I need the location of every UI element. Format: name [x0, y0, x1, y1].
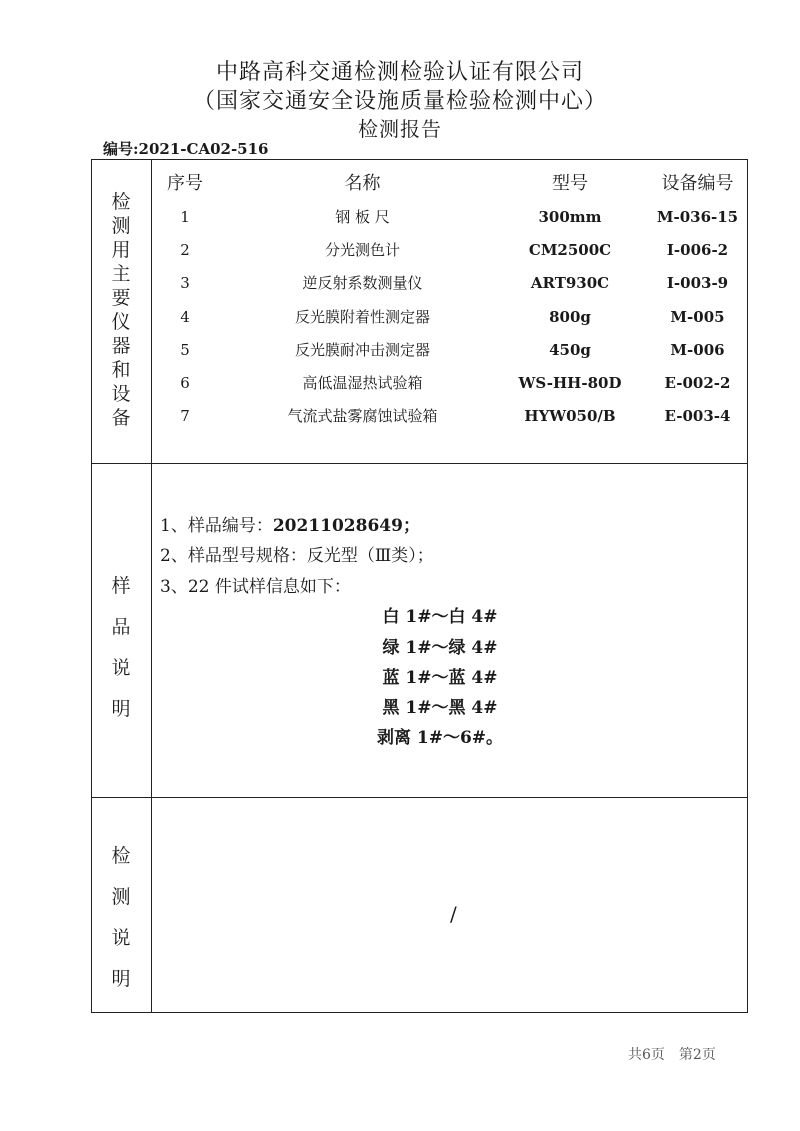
row-name: 气流式盐雾腐蚀试验箱	[287, 407, 438, 425]
row-name: 反光膜耐冲击测定器	[294, 341, 430, 359]
section-divider-2	[91, 797, 748, 798]
sample-info-line	[160, 572, 351, 597]
test-description-content: /	[450, 902, 457, 926]
row-name: 钢 板 尺	[335, 208, 390, 226]
report-title: 检测报告	[358, 117, 442, 141]
label-char: 说	[111, 657, 131, 679]
col-header-name: 名称	[344, 173, 381, 194]
current-page: 第2页	[678, 1047, 716, 1063]
row-device-id: E-002-2	[664, 374, 731, 392]
row-seq: 6	[180, 374, 190, 392]
report-number: 编号:2021-CA02-516	[103, 140, 269, 158]
row-device-id: I-003-9	[666, 274, 729, 292]
sample-item: 黑 1#～黑 4#	[382, 698, 498, 718]
sample-item: 白 1#～白 4#	[382, 607, 498, 627]
label-char: 用	[111, 239, 131, 261]
row-device-id: M-005	[670, 308, 725, 326]
row-device-id: M-006	[670, 341, 725, 359]
label-char: 主	[111, 263, 131, 285]
row-seq: 4	[180, 308, 190, 326]
col-header-model: 型号	[552, 173, 588, 194]
row-model: CM2500C	[528, 241, 612, 259]
sample-number-label: 1、样品编号：	[160, 516, 273, 536]
label-char: 检	[111, 845, 131, 867]
row-seq: 7	[180, 407, 190, 425]
equipment-section-label	[91, 190, 151, 430]
sample-item: 绿 1#～绿 4#	[382, 638, 498, 658]
sample-spec-label: 2、样品型号规格：	[160, 546, 307, 566]
sample-item: 剥离 1#～6#。	[376, 728, 504, 748]
row-name: 逆反射系数测量仪	[302, 274, 423, 292]
row-device-id: M-036-15	[656, 208, 739, 226]
label-char: 备	[111, 407, 131, 429]
label-char: 测	[111, 886, 131, 908]
row-seq: 3	[180, 274, 190, 292]
row-seq: 1	[180, 208, 190, 226]
test-section-label	[91, 836, 151, 1000]
label-char: 样	[111, 575, 131, 597]
sample-number-line	[160, 511, 420, 536]
label-column-divider	[151, 159, 152, 1013]
label-char: 仪	[111, 311, 131, 333]
label-char: 明	[111, 698, 131, 720]
label-char: 明	[111, 968, 131, 990]
row-model: 450g	[549, 341, 591, 359]
row-name: 反光膜附着性测定器	[294, 308, 430, 326]
center-name: （国家交通安全设施质量检验检测中心）	[192, 89, 607, 114]
row-name: 高低温湿热试验箱	[302, 374, 423, 392]
company-name: 中路高科交通检测检验认证有限公司	[215, 60, 584, 85]
sample-item: 蓝 1#～蓝 4#	[382, 668, 498, 688]
row-device-id: E-003-4	[664, 407, 731, 425]
col-header-device-id: 设备编号	[661, 173, 734, 194]
page-footer	[628, 1044, 730, 1064]
row-model: ART930C	[530, 274, 610, 292]
label-char: 设	[111, 383, 131, 405]
section-divider-1	[91, 463, 748, 464]
row-seq: 2	[180, 241, 190, 259]
row-model: WS-HH-80D	[518, 374, 622, 392]
row-device-id: I-006-2	[666, 241, 729, 259]
sample-info-label: 3、22 件试样信息如下：	[160, 577, 351, 597]
row-seq: 5	[180, 341, 190, 359]
row-model: 800g	[549, 308, 591, 326]
row-model: 300mm	[538, 208, 602, 226]
label-char: 检	[111, 191, 131, 213]
label-char: 测	[111, 215, 131, 237]
col-header-seq: 序号	[167, 173, 203, 194]
label-char: 要	[111, 287, 131, 309]
label-char: 和	[111, 359, 131, 381]
total-pages: 共6页	[628, 1047, 665, 1063]
sample-spec-line	[160, 541, 434, 566]
row-name: 分光测色计	[324, 241, 400, 259]
label-char: 器	[111, 335, 131, 357]
row-model: HYW050/B	[524, 407, 616, 425]
label-char: 说	[111, 927, 131, 949]
sample-number-value: 20211028649；	[272, 516, 420, 536]
label-char: 品	[111, 616, 131, 638]
sample-spec-value: 反光型（Ⅲ类）；	[306, 546, 434, 566]
sample-section-label	[91, 566, 151, 730]
